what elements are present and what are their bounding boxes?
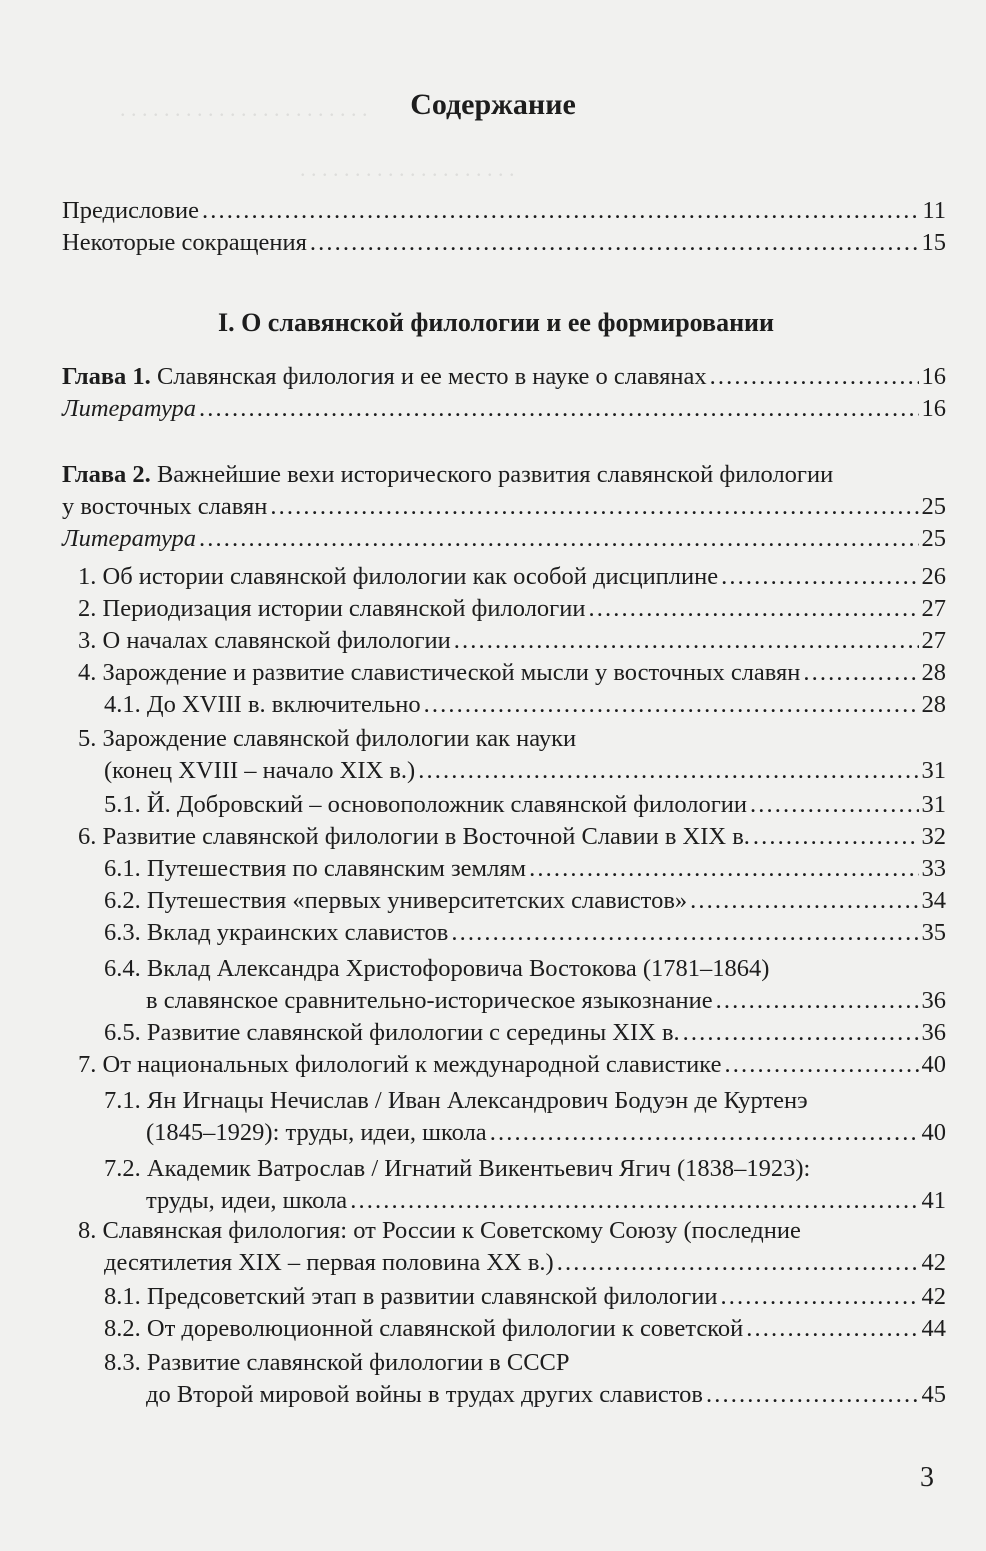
toc-entry[interactable]	[104, 1282, 946, 1312]
toc-entry[interactable]	[104, 954, 769, 984]
toc-entry-label: 7. От национальных филологий к международной славистике	[78, 1051, 722, 1078]
toc-entry-label: 6.2. Путешествия «первых университетских славистов»	[104, 887, 688, 914]
toc-entry-label: 1. Об истории славянской филологии как особой дисциплине	[78, 563, 719, 590]
toc-entry-page: 34	[921, 887, 946, 914]
toc-entry[interactable]	[78, 594, 946, 624]
toc-entry-page: 28	[921, 691, 946, 718]
toc-entry[interactable]	[104, 854, 946, 884]
dot-leader	[310, 228, 919, 258]
toc-entry-label: Славянская филология и ее место в науке о славянах	[150, 363, 707, 390]
dot-leader	[746, 1314, 918, 1344]
toc-entry[interactable]	[78, 562, 946, 592]
toc-entry-page: 33	[921, 855, 946, 882]
toc-entry-label: 5.1. Й. Добровский – основоположник славянской филологии	[104, 791, 748, 818]
toc-entry[interactable]	[104, 886, 946, 916]
toc-entry-label: 6.1. Путешествия по славянским землям	[104, 855, 527, 882]
toc-entry[interactable]	[104, 1154, 810, 1184]
bleed-through-text: . . . . . . . . . . . . . . . . . . . .	[300, 156, 515, 181]
toc-entry-page: 27	[921, 595, 946, 622]
dot-leader	[706, 1380, 919, 1410]
toc-entry-label: 7.1. Ян Игнацы Нечислав / Иван Александрович Бодуэн де Куртенэ	[104, 1087, 808, 1114]
toc-entry[interactable]	[104, 790, 946, 820]
toc-entry-label: 8. Славянская филология: от России к Советскому Союзу (последние	[78, 1217, 801, 1244]
toc-entry-label: 4.1. До XVIII в. включительно	[104, 691, 421, 718]
toc-entry-page: 31	[921, 791, 946, 818]
page-title: Содержание	[410, 88, 576, 121]
toc-entry-page: 16	[921, 363, 946, 390]
toc-entry-continuation[interactable]	[146, 1118, 946, 1148]
toc-entry-label: в славянское сравнительно-историческое языкознание	[146, 987, 713, 1014]
toc-entry-page: 31	[921, 757, 946, 784]
dot-leader	[202, 196, 919, 226]
toc-entry[interactable]	[78, 1216, 801, 1246]
dot-leader	[454, 626, 919, 656]
toc-entry-label: 8.2. От дореволюционной славянской филологии к советской	[104, 1315, 744, 1342]
toc-entry-label: 6.5. Развитие славянской филологии с середины XIX в.	[104, 1019, 680, 1046]
toc-entry-page: 45	[921, 1381, 946, 1408]
toc-entry-page: 40	[921, 1051, 946, 1078]
toc-entry-page: 16	[921, 395, 946, 422]
dot-leader	[418, 756, 918, 786]
dot-leader	[270, 492, 918, 522]
toc-entry-page: 11	[922, 197, 946, 224]
toc-entry[interactable]	[62, 196, 946, 226]
toc-entry-continuation[interactable]	[146, 1380, 946, 1410]
toc-entry-label: 4. Зарождение и развитие славистической мысли у восточных славян	[78, 659, 801, 686]
toc-entry-continuation[interactable]	[146, 1186, 946, 1216]
toc-entry-label: 6.3. Вклад украинских славистов	[104, 919, 449, 946]
toc-entry-page: 42	[921, 1249, 946, 1276]
dot-leader	[529, 854, 918, 884]
toc-entry-label: Важнейшие вехи исторического развития славянской филологии	[150, 461, 834, 488]
toc-entry-page: 32	[921, 823, 946, 850]
toc-entry-page: 36	[921, 987, 946, 1014]
toc-entry-continuation[interactable]	[104, 756, 946, 786]
dot-leader	[451, 918, 918, 948]
toc-entry-label: десятилетия XIX – первая половина XX в.)	[104, 1249, 554, 1276]
toc-entry[interactable]	[78, 626, 946, 656]
toc-entry-page: 41	[921, 1187, 946, 1214]
toc-entry-page: 25	[921, 493, 946, 520]
dot-leader	[716, 986, 919, 1016]
toc-entry-page: 35	[921, 919, 946, 946]
dot-leader	[721, 562, 918, 592]
dot-leader	[750, 790, 918, 820]
dot-leader	[199, 394, 918, 424]
toc-entry[interactable]	[78, 822, 946, 852]
toc-entry[interactable]	[62, 228, 946, 258]
dot-leader	[803, 658, 918, 688]
toc-entry[interactable]	[104, 690, 946, 720]
toc-entry-label: у восточных славян	[62, 493, 268, 520]
toc-entry-label: до Второй мировой войны в трудах других славистов	[146, 1381, 703, 1408]
dot-leader	[720, 1282, 918, 1312]
toc-entry-label: 7.2. Академик Ватрослав / Игнатий Викентьевич Ягич (1838–1923):	[104, 1155, 811, 1182]
toc-entry[interactable]	[104, 1348, 570, 1378]
toc-entry[interactable]	[104, 1314, 946, 1344]
toc-entry-page: 42	[921, 1283, 946, 1310]
toc-entry-chapter[interactable]	[62, 362, 946, 392]
toc-entry-continuation[interactable]	[104, 1248, 946, 1278]
toc-entry-label: труды, идеи, школа	[146, 1187, 348, 1214]
chapter-number: Глава 1.	[62, 363, 151, 390]
dot-leader	[350, 1186, 918, 1216]
toc-entry[interactable]	[78, 724, 576, 754]
part-heading: I. О славянской филологии и ее формировании	[217, 308, 775, 337]
dot-leader	[710, 362, 919, 392]
chapter-number: Глава 2.	[62, 461, 151, 488]
dot-leader	[753, 822, 919, 852]
toc-entry-page: 28	[921, 659, 946, 686]
toc-entry-label: 6. Развитие славянской филологии в Восточной Славии в XIX в.	[78, 823, 750, 850]
toc-entry-label: Некоторые сокращения	[62, 229, 307, 256]
dot-leader	[683, 1018, 919, 1048]
toc-entry-label: Литература	[62, 395, 197, 422]
dot-leader	[490, 1118, 919, 1148]
toc-entry[interactable]	[62, 524, 946, 554]
toc-entry-label: (конец XVIII – начало XIX в.)	[104, 757, 416, 784]
toc-entry-label: 2. Периодизация истории славянской филологии	[78, 595, 586, 622]
bleed-through-text: . . . . . . . . . . . . . . . . . . . . . . .	[120, 96, 368, 121]
toc-entry-continuation[interactable]	[62, 492, 946, 522]
toc-entry-label: 8.1. Предсоветский этап в развитии славянской филологии	[104, 1283, 718, 1310]
dot-leader	[690, 886, 918, 916]
toc-entry-page: 40	[921, 1119, 946, 1146]
toc-entry-page: 15	[921, 229, 946, 256]
toc-entry-label: 5. Зарождение славянской филологии как науки	[78, 725, 577, 752]
toc-entry[interactable]	[78, 658, 946, 688]
toc-entry-label: (1845–1929): труды, идеи, школа	[146, 1119, 487, 1146]
toc-entry-label: 8.3. Развитие славянской филологии в СССР	[104, 1349, 570, 1376]
toc-entry-page: 25	[921, 525, 946, 552]
toc-entry[interactable]	[104, 1018, 946, 1048]
dot-leader	[588, 594, 918, 624]
toc-entry-page: 36	[921, 1019, 946, 1046]
dot-leader	[199, 524, 918, 554]
toc-entry-chapter[interactable]	[62, 460, 833, 490]
dot-leader	[557, 1248, 919, 1278]
dot-leader	[424, 690, 919, 720]
toc-entry[interactable]	[104, 918, 946, 948]
toc-entry[interactable]	[78, 1050, 946, 1080]
toc-entry-label: 6.4. Вклад Александра Христофоровича Востокова (1781–1864)	[104, 955, 770, 982]
toc-entry-page: 27	[921, 627, 946, 654]
toc-entry[interactable]	[104, 1086, 808, 1116]
toc-entry-label: 3. О началах славянской филологии	[78, 627, 451, 654]
toc-entry-page: 26	[921, 563, 946, 590]
page-number: 3	[920, 1462, 934, 1493]
toc-entry-label: Предисловие	[62, 197, 199, 224]
toc-entry-label: Литература	[62, 525, 197, 552]
dot-leader	[724, 1050, 918, 1080]
toc-entry-continuation[interactable]	[146, 986, 946, 1016]
toc-entry[interactable]	[62, 394, 946, 424]
toc-entry-page: 44	[921, 1315, 946, 1342]
